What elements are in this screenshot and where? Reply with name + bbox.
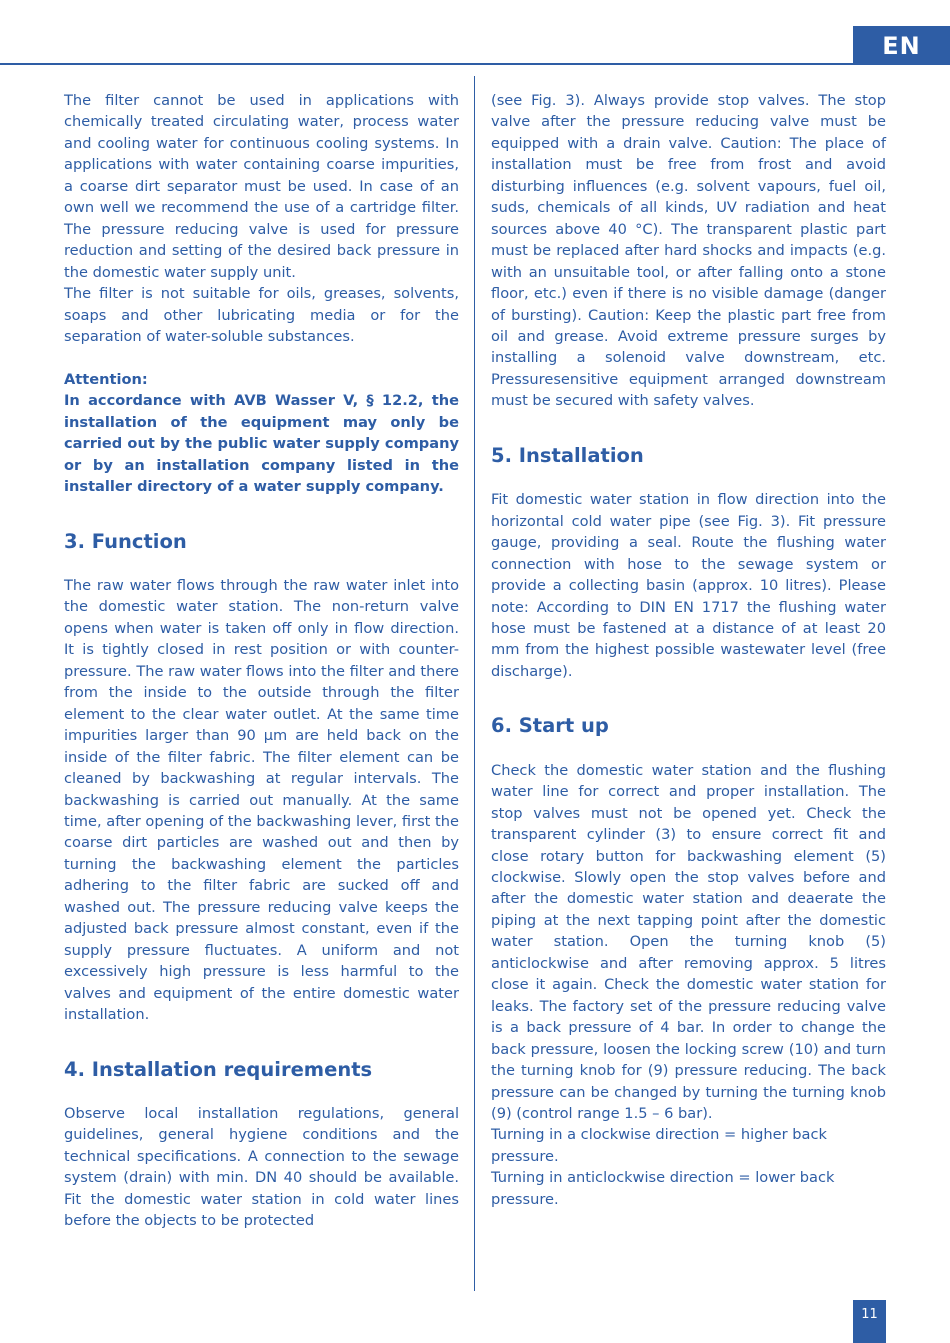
attention-text: In accordance with AVB Wasser V, § 12.2, the installation of the equipment may only be carried out by the public water supply company or by an installation company listed in the installer directory of a water supply company. [64, 392, 459, 496]
column-divider [474, 76, 475, 1291]
attention-label: Attention: [64, 370, 148, 388]
header-rule [0, 63, 950, 65]
intro-paragraph: The filter cannot be used in applications with chemically treated circulating water, process water and cooling water for continuous cooling systems. In applications with water containing coarse impurities, a coarse dirt separator must be used. In case of an own well we recommend the use of a cartridge filter. The pressure reducing valve is used for pressure reduction and setting of the desired back pressure in the domestic water supply unit. [64, 92, 459, 281]
installation-requirements-continued: (see Fig. 3). Always provide stop valves. The stop valve after the pressure reducing valve must be equipped with a drain valve. Caution: The place of installation must be free from frost and avoid disturbing influences (e.g. solvent vapours, fuel oil, suds, chemicals of all kinds, UV radiation and heat sources above 40 °C). The transparent plastic part must be replaced after hard shocks and impacts (e.g. with an unsuitable tool, or after falling onto a stone floor, etc.) even if there is no visible damage (danger of bursting). Caution: Keep the plastic part free from oil and grease. Avoid extreme pressure surges by installing a solenoid valve downstream, etc. Pressuresensitive equipment arranged downstream must be secured with safety valves. [491, 92, 886, 410]
function-heading: 3. Function [64, 529, 187, 553]
clockwise-note: Turning in a clockwise direction = higher back pressure. [491, 1126, 827, 1165]
right-column [491, 90, 886, 1210]
language-tab: EN [853, 26, 950, 65]
function-text: The raw water flows through the raw water inlet into the domestic water station. The non-return valve opens when water is taken off only in flow direction. It is tightly closed in rest position or with counter-pressure. The raw water flows into the filter and there from the inside to the outside through the filter element to the clear water outlet. At the same time impurities larger than 90 µm are held back on the inside of the filter fabric. The filter element can be cleaned by backwashing at regular intervals. The backwashing is carried out manually. At the same time, after opening of the backwashing lever, first the coarse dirt particles are washed out and then by turning the backwashing element the particles adhering to the filter fabric are sucked off and washed out. The pressure reducing valve keeps the adjusted back pressure almost constant, even if the supply pressure fluctuates. A uniform and not excessively high pressure is less harmful to the valves and equipment of the entire domestic water installation. [64, 577, 459, 1024]
installation-requirements-text: Observe local installation regulations, general guidelines, general hygiene conditions and the technical specifications. A connection to the sewage system (drain) with min. DN 40 should be available. Fit the domestic water station in cold water lines before the objects to be protected [64, 1104, 459, 1230]
installation-heading: 5. Installation [491, 443, 644, 467]
start-up-text: Check the domestic water station and the flushing water line for correct and proper installation. The stop valves must not be opened yet. Check the transparent cylinder (3) to ensure correct fit and close rotary button for backwashing element (5) clockwise. Slowly open the stop valves before and after the domestic water station and deaerate the piping at the next tapping point after the domestic water station. Open the turning knob (5) anticlockwise and after removing approx. 5 litres close it again. Check the domestic water station for leaks. The factory set of the pressure reducing valve is a back pressure of 4 bar. In order to change the back pressure, loosen the locking screw (10) and turn the turning knob for (9) pressure reducing. The back pressure can be changed by turning the turning knob (9) (control range 1.5 – 6 bar). [491, 761, 886, 1122]
page-number: 11 [853, 1300, 886, 1343]
start-up-heading: 6. Start up [491, 714, 609, 738]
left-column [64, 90, 459, 1232]
installation-text: Fit domestic water station in flow direction into the horizontal cold water pipe (see Fig. 3). Fit pressure gauge, providing a seal. Route the flushing water connection with hose to the sewage system or provide a collecting basin (approx. 10 litres). Please note: According to DIN EN 1717 the flushing water hose must be fastened at a distance of at least 20 mm from the highest possible wastewater level (free discharge). [491, 491, 886, 680]
installation-requirements-heading: 4. Installation requirements [64, 1057, 373, 1081]
filter-limitations-paragraph: The filter is not suitable for oils, greases, solvents, soaps and other lubricating media or for the separation of water-soluble substances. [64, 285, 459, 345]
anticlockwise-note: Turning in anticlockwise direction = lower back pressure. [491, 1169, 835, 1208]
